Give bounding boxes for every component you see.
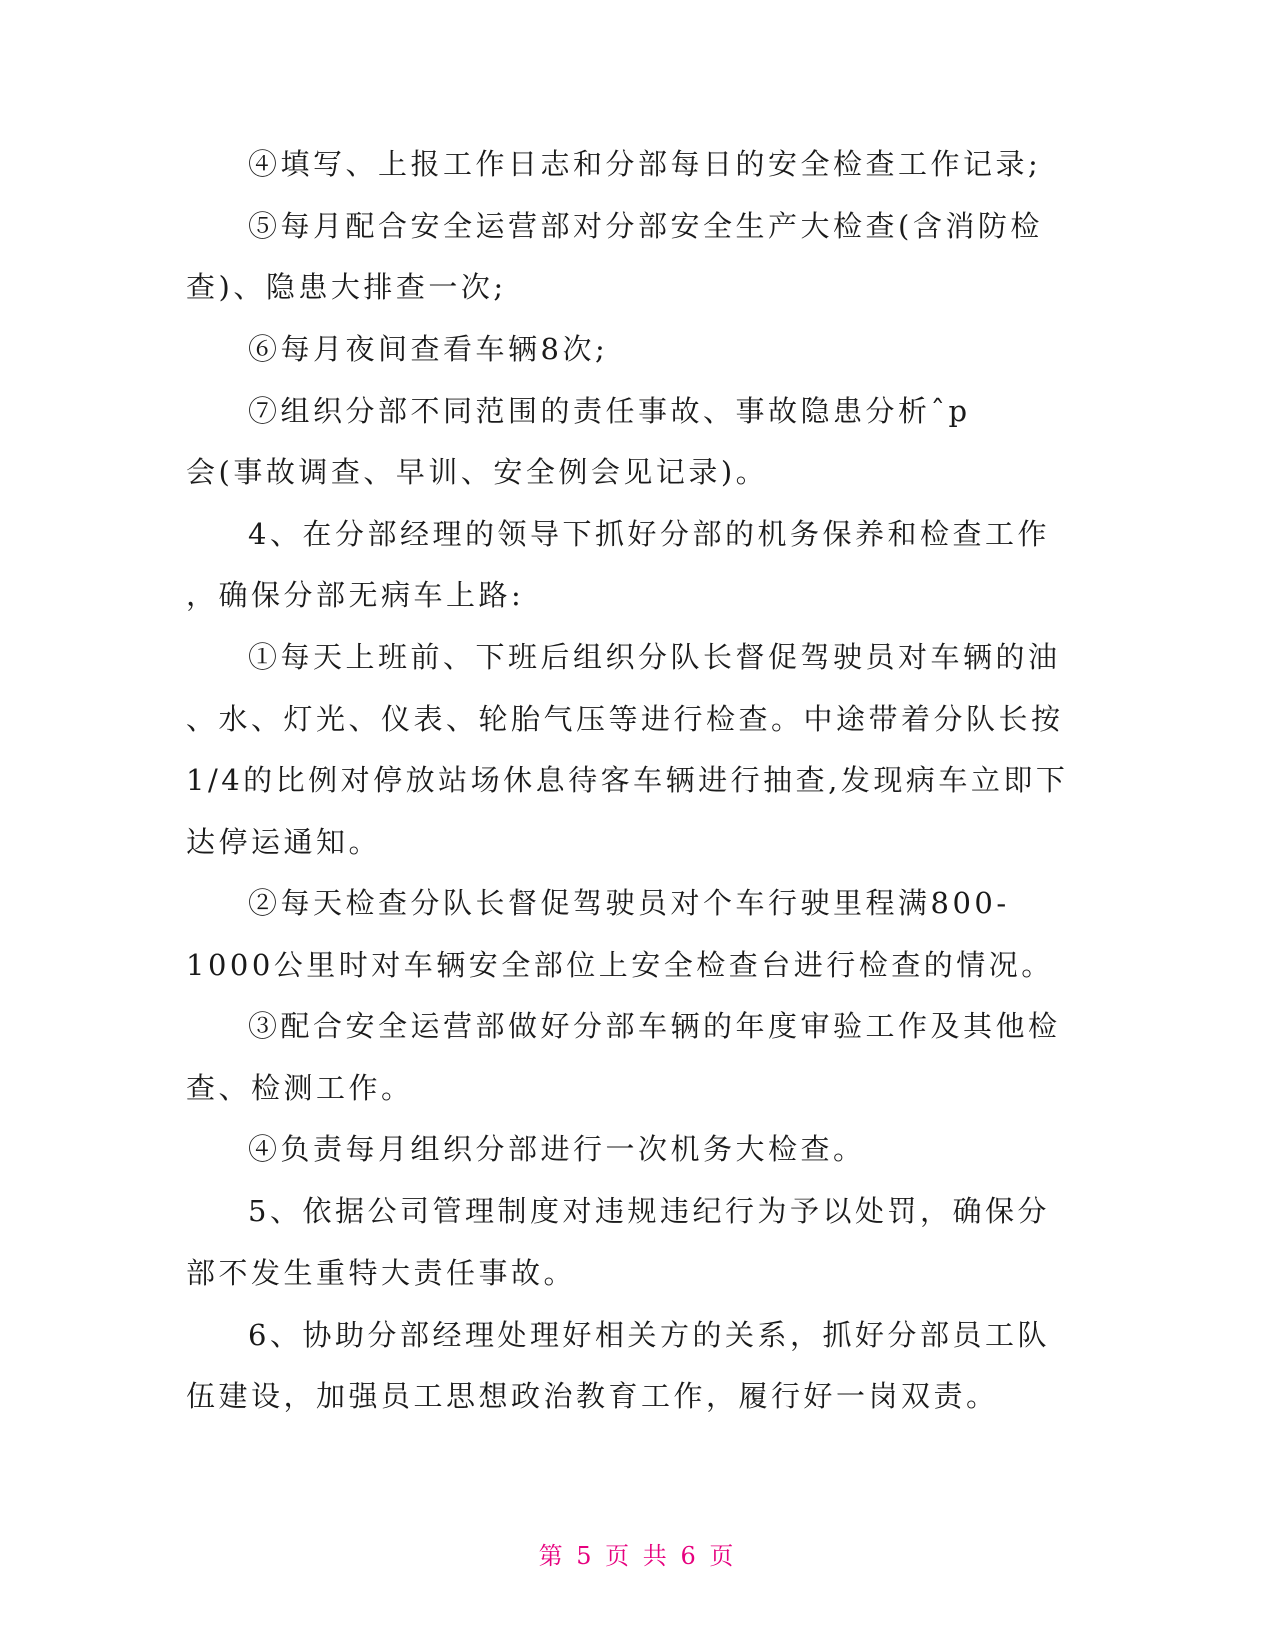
text-line: 、水、灯光、仪表、轮胎气压等进行检查。中途带着分队长按 <box>186 702 1064 736</box>
text-line: ④填写、上报工作日志和分部每日的安全检查工作记录; <box>248 147 1042 181</box>
text-line: 1/4的比例对停放站场休息待客车辆进行抽查,发现病车立即下 <box>186 763 1069 797</box>
text-line: 达停运通知。 <box>186 825 382 859</box>
text-line: 查)、隐患大排查一次; <box>186 270 507 304</box>
text-line: ②每天检查分队长督促驾驶员对个车行驶里程满800- <box>248 886 1010 920</box>
text-line: ④负责每月组织分部进行一次机务大检查。 <box>248 1132 866 1166</box>
page-footer <box>0 1536 1275 1571</box>
text-line: 1000公里时对车辆安全部位上安全检查台进行检查的情况。 <box>186 948 1054 982</box>
text-line: ，确保分部无病车上路: <box>186 578 525 612</box>
page-number-label: 第 5 页 共 6 页 <box>538 1542 737 1570</box>
text-line: ⑤每月配合安全运营部对分部安全生产大检查(含消防检 <box>248 209 1043 243</box>
text-line: ⑦组织分部不同范围的责任事故、事故隐患分析ˆp <box>248 394 971 428</box>
text-line: ①每天上班前、下班后组织分队长督促驾驶员对车辆的油 <box>248 640 1061 674</box>
text-line: 部不发生重特大责任事故。 <box>186 1256 577 1290</box>
text-line: 5、依据公司管理制度对违规违纪行为予以处罚，确保分 <box>248 1194 1050 1228</box>
text-line: ③配合安全运营部做好分部车辆的年度审验工作及其他检 <box>248 1009 1061 1043</box>
text-line: 6、协助分部经理处理好相关方的关系，抓好分部员工队 <box>248 1318 1050 1352</box>
text-line: 会(事故调查、早训、安全例会见记录)。 <box>186 455 769 489</box>
text-line: ⑥每月夜间查看车辆8次; <box>248 332 609 366</box>
text-line: 4、在分部经理的领导下抓好分部的机务保养和检查工作 <box>248 517 1050 551</box>
text-line: 查、检测工作。 <box>186 1071 414 1105</box>
text-line: 伍建设，加强员工思想政治教育工作，履行好一岗双责。 <box>186 1379 999 1413</box>
